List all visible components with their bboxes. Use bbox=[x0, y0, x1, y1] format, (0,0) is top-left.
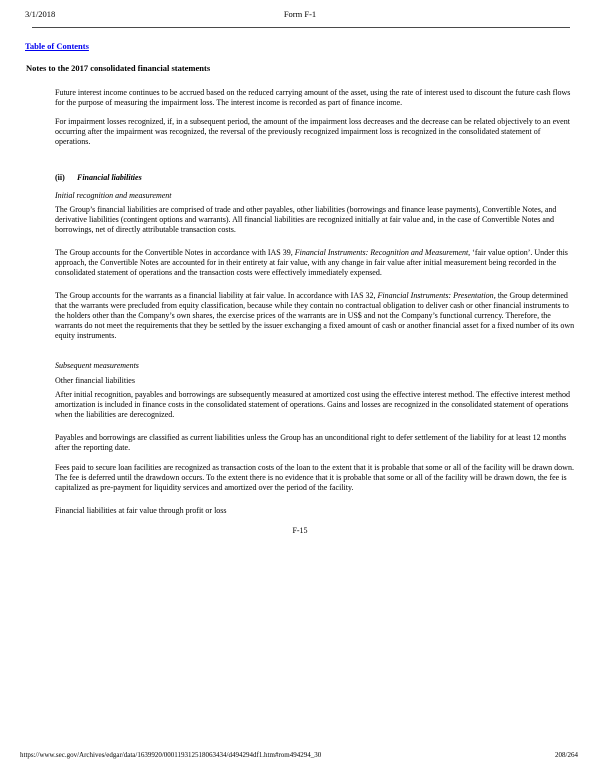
ias39-text-rest: , ‘fair value option’. Under this approach, the Convertible Notes are accounted for in their entirety at fair value, with any change in fair value after initial measurement being recorded in the consolidated statement of operations and the transaction costs were effectively immediately expensed. bbox=[55, 248, 568, 277]
paragraph-loan-facility-fees: Fees paid to secure loan facilities are recognized as transaction costs of the loan to the extent that it is probable that some or all of the facility will be drawn down. The fee is deferred until the drawdown occurs. To the extent there is no evidence that it is probable that some or all of the facility will be drawn down, the fee is capitalized as pre-payment for liquidity services and amortized over the period of the facility. bbox=[55, 463, 574, 492]
print-header-form-title: Form F-1 bbox=[283, 9, 317, 19]
subheading-initial-recognition: Initial recognition and measurement bbox=[55, 191, 172, 200]
ias39-standard-title: Financial Instruments: Recognition and Measurement bbox=[294, 248, 469, 257]
notes-heading: Notes to the 2017 consolidated financial statements bbox=[26, 63, 211, 73]
paragraph-amortized-cost: After initial recognition, payables and borrowings are subsequently measured at amortized cost using the effective interest method. The effective interest method amortization is included in finance costs in the consolidated statement of operations. Gains and losses are recognized in the consolidated statement of operations when the liabilities are derecognized. bbox=[55, 390, 570, 419]
print-footer bbox=[20, 751, 578, 759]
paragraph-impairment-reversal: For impairment losses recognized, if, in a subsequent period, the amount of the impairment loss decreases and the decrease can be related objectively to an event occurring after the impairment was recognized, the reversal of the previously recognized impairment loss is recognized in the consolidated statement of operations. bbox=[55, 117, 570, 146]
subheading-other-financial-liabilities: Other financial liabilities bbox=[55, 376, 135, 385]
ias39-text-lead: The Group accounts for the Convertible Notes in accordance with IAS 39, bbox=[55, 248, 295, 257]
paragraph-future-interest-income: Future interest income continues to be accrued based on the reduced carrying amount of the asset, using the rate of interest used to discount the future cash flows for the purpose of measuring the impairment loss. The interest income is recorded as part of finance income. bbox=[55, 88, 571, 107]
print-header-date: 3/1/2018 bbox=[25, 9, 56, 19]
subheading-subsequent-measurements: Subsequent measurements bbox=[55, 361, 139, 370]
paragraph-ias39-convertible-notes bbox=[55, 248, 576, 278]
footer-page-count: 208/264 bbox=[555, 751, 578, 759]
table-of-contents-link[interactable]: Table of Contents bbox=[25, 41, 89, 51]
section-heading-financial-liabilities bbox=[55, 173, 576, 183]
sheet-page-number: F-15 bbox=[292, 526, 308, 535]
section-number: (ii) bbox=[55, 173, 65, 182]
document-body bbox=[55, 88, 576, 536]
header-divider-line bbox=[32, 27, 570, 28]
footer-source-url: https://www.sec.gov/Archives/edgar/data/1639920/000119312518063434/d494294df1.htm#rom494294_30 bbox=[20, 751, 322, 759]
paragraph-liabilities-composition: The Group’s financial liabilities are comprised of trade and other payables, other liabilities (borrowings and finance lease payments), Convertible Notes, and derivative liabilities (contingent options and warrants). All financial liabilities are recognized initially at fair value and, in the case of Convertible Notes and borrowings, net of directly attributable transaction costs. bbox=[55, 205, 557, 234]
ias32-text-lead: The Group accounts for the warrants as a financial liability at fair value. In accordance with IAS 32, bbox=[55, 291, 378, 300]
paragraph-ias32-warrants bbox=[55, 291, 576, 341]
subheading-fvtpl: Financial liabilities at fair value through profit or loss bbox=[55, 506, 227, 515]
section-title: Financial liabilities bbox=[77, 173, 142, 182]
paragraph-current-liabilities: Payables and borrowings are classified as current liabilities unless the Group has an unconditional right to defer settlement of the liability for at least 12 months after the reporting date. bbox=[55, 433, 567, 452]
ias32-standard-title: Financial Instruments: Presentation bbox=[377, 291, 494, 300]
ias32-text-rest: , the Group determined that the warrants were precluded from equity classification, because while they contain no contractual obligation to deliver cash or other financial instruments to the holders other than the Company’s own shares, the exercise prices of the warrants are in US$ and not the Company’s functional currency. Therefore, the warrants do not meet the requirements that they be settled by the issuer exchanging a fixed amount of cash or another financial asset for a fixed number of its own equity instruments. bbox=[55, 291, 575, 340]
